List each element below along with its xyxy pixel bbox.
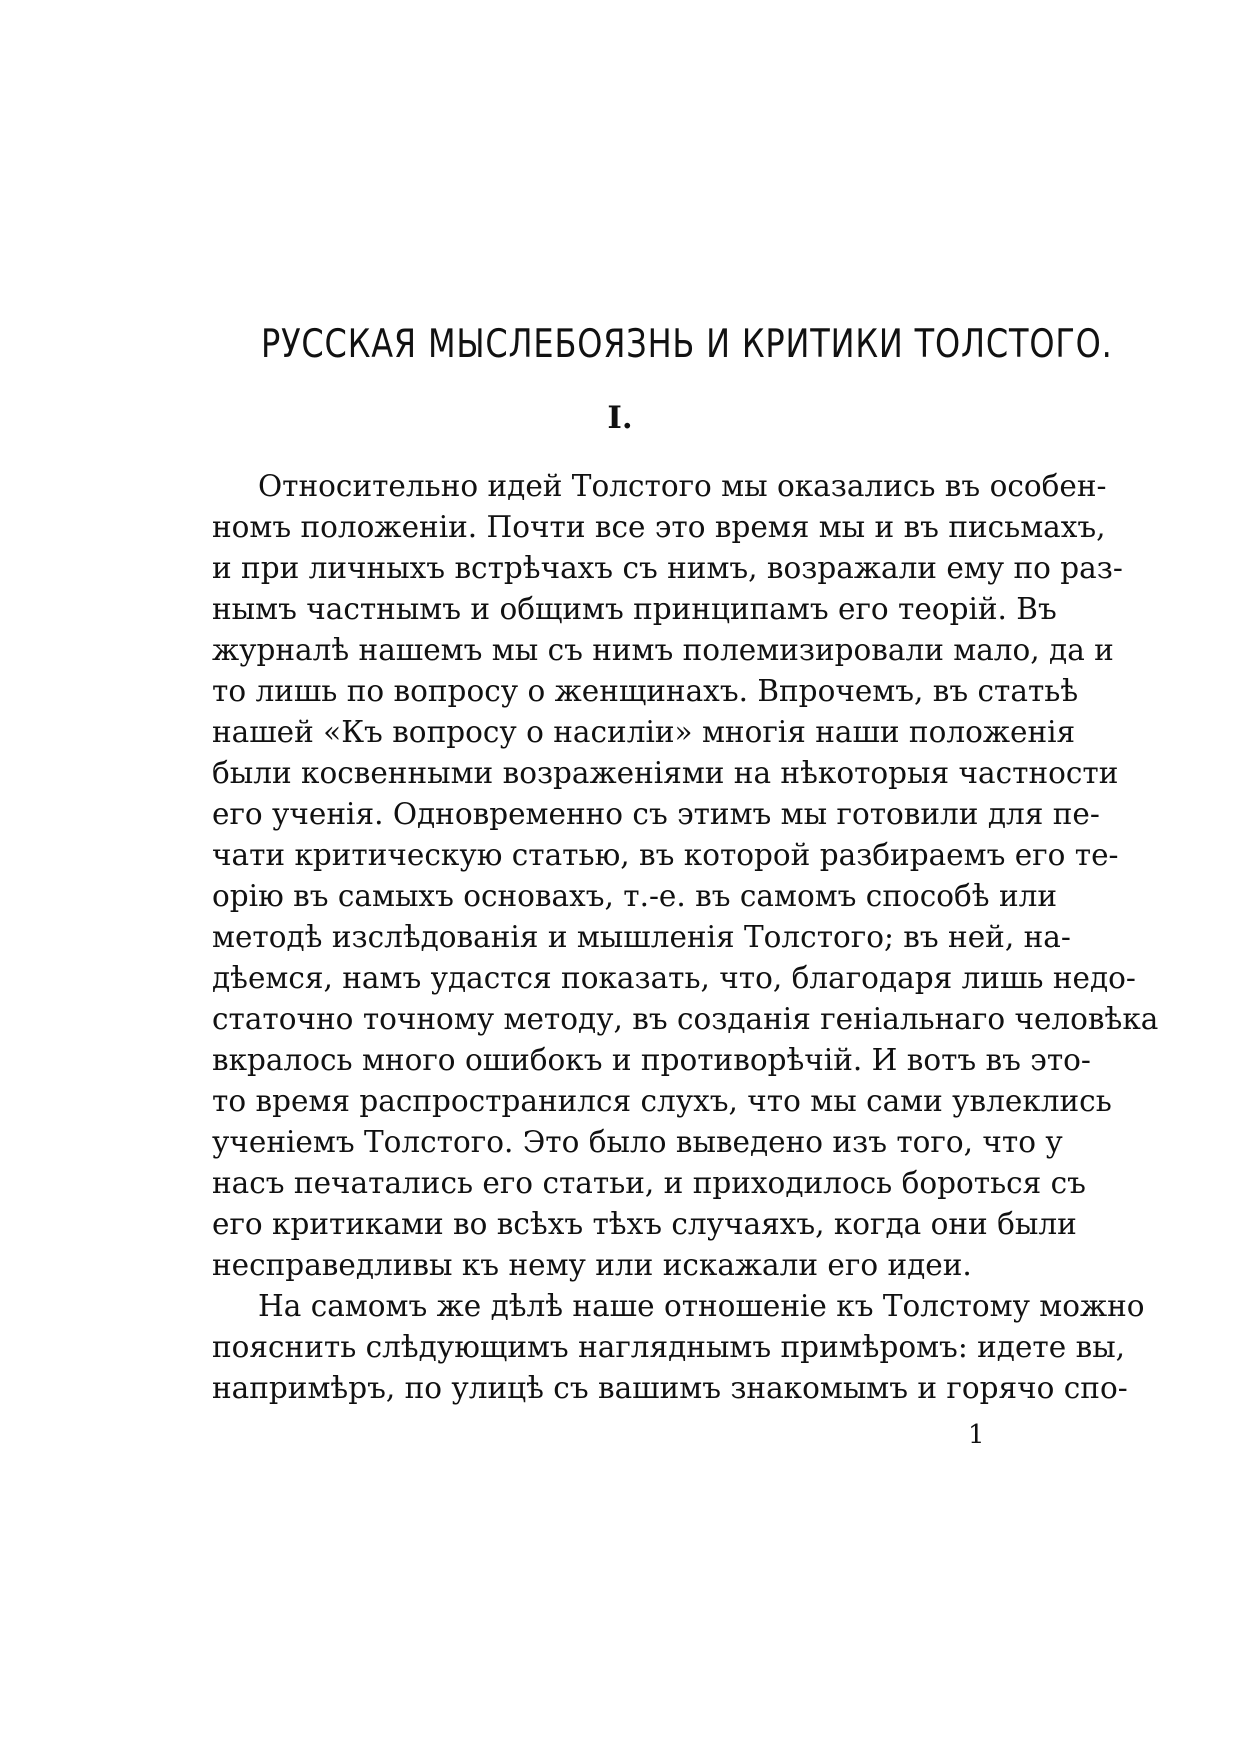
text-line: то время распространился слухъ, что мы сами увлеклись <box>212 1084 1112 1118</box>
text-line: чати критическую статью, въ которой разбираемъ его те- <box>212 838 1119 872</box>
text-line: были косвенными возраженіями на нѣкоторыя частности <box>212 756 1119 790</box>
text-line: насъ печатались его статьи, и приходилось бороться съ <box>212 1166 1086 1200</box>
text-line: На самомъ же дѣлѣ наше отношеніе къ Толстому можно <box>258 1289 1145 1323</box>
text-line: его критиками во всѣхъ тѣхъ случаяхъ, когда они были <box>212 1207 1077 1241</box>
text-line: ученіемъ Толстого. Это было выведено изъ того, что у <box>212 1125 1063 1159</box>
text-line: его ученія. Одновременно съ этимъ мы готовили для пе- <box>212 797 1100 831</box>
page-title: РУССКАЯ МЫСЛЕБОЯЗНЬ И КРИТИКИ ТОЛСТОГО. <box>261 322 1113 367</box>
text-line: дѣемся, намъ удастся показать, что, благодаря лишь недо- <box>212 961 1136 995</box>
text-line: статочно точному методу, въ созданія геніальнаго человѣка <box>212 1002 1159 1036</box>
text-line: напримѣръ, по улицѣ съ вашимъ знакомымъ и горячо спо- <box>212 1371 1128 1405</box>
chapter-number: I. <box>607 400 633 436</box>
text-line: журналѣ нашемъ мы съ нимъ полемизировали мало, да и <box>212 633 1114 667</box>
text-line: нымъ частнымъ и общимъ принципамъ его теорій. Въ <box>212 592 1057 626</box>
signature-mark: 1 <box>968 1420 985 1450</box>
body-text <box>212 466 1159 1409</box>
text-line: нашей «Къ вопросу о насиліи» многія наши положенія <box>212 715 1076 749</box>
text-line: вкралось много ошибокъ и противорѣчій. И вотъ въ это- <box>212 1043 1091 1077</box>
text-line: пояснить слѣдующимъ нагляднымъ примѣромъ: идете вы, <box>212 1330 1126 1364</box>
text-line: и при личныхъ встрѣчахъ съ нимъ, возражали ему по раз- <box>212 551 1123 585</box>
text-line: несправедливы къ нему или искажали его идеи. <box>212 1248 972 1282</box>
text-line: то лишь по вопросу о женщинахъ. Впрочемъ, въ статьѣ <box>212 674 1079 708</box>
text-line: Относительно идей Толстого мы оказались въ особен- <box>258 469 1107 503</box>
text-line: методѣ изслѣдованія и мышленія Толстого; въ ней, на- <box>212 920 1071 954</box>
text-line: орію въ самыхъ основахъ, т.-е. въ самомъ способѣ или <box>212 879 1058 913</box>
text-line: номъ положеніи. Почти все это время мы и въ письмахъ, <box>212 510 1106 544</box>
